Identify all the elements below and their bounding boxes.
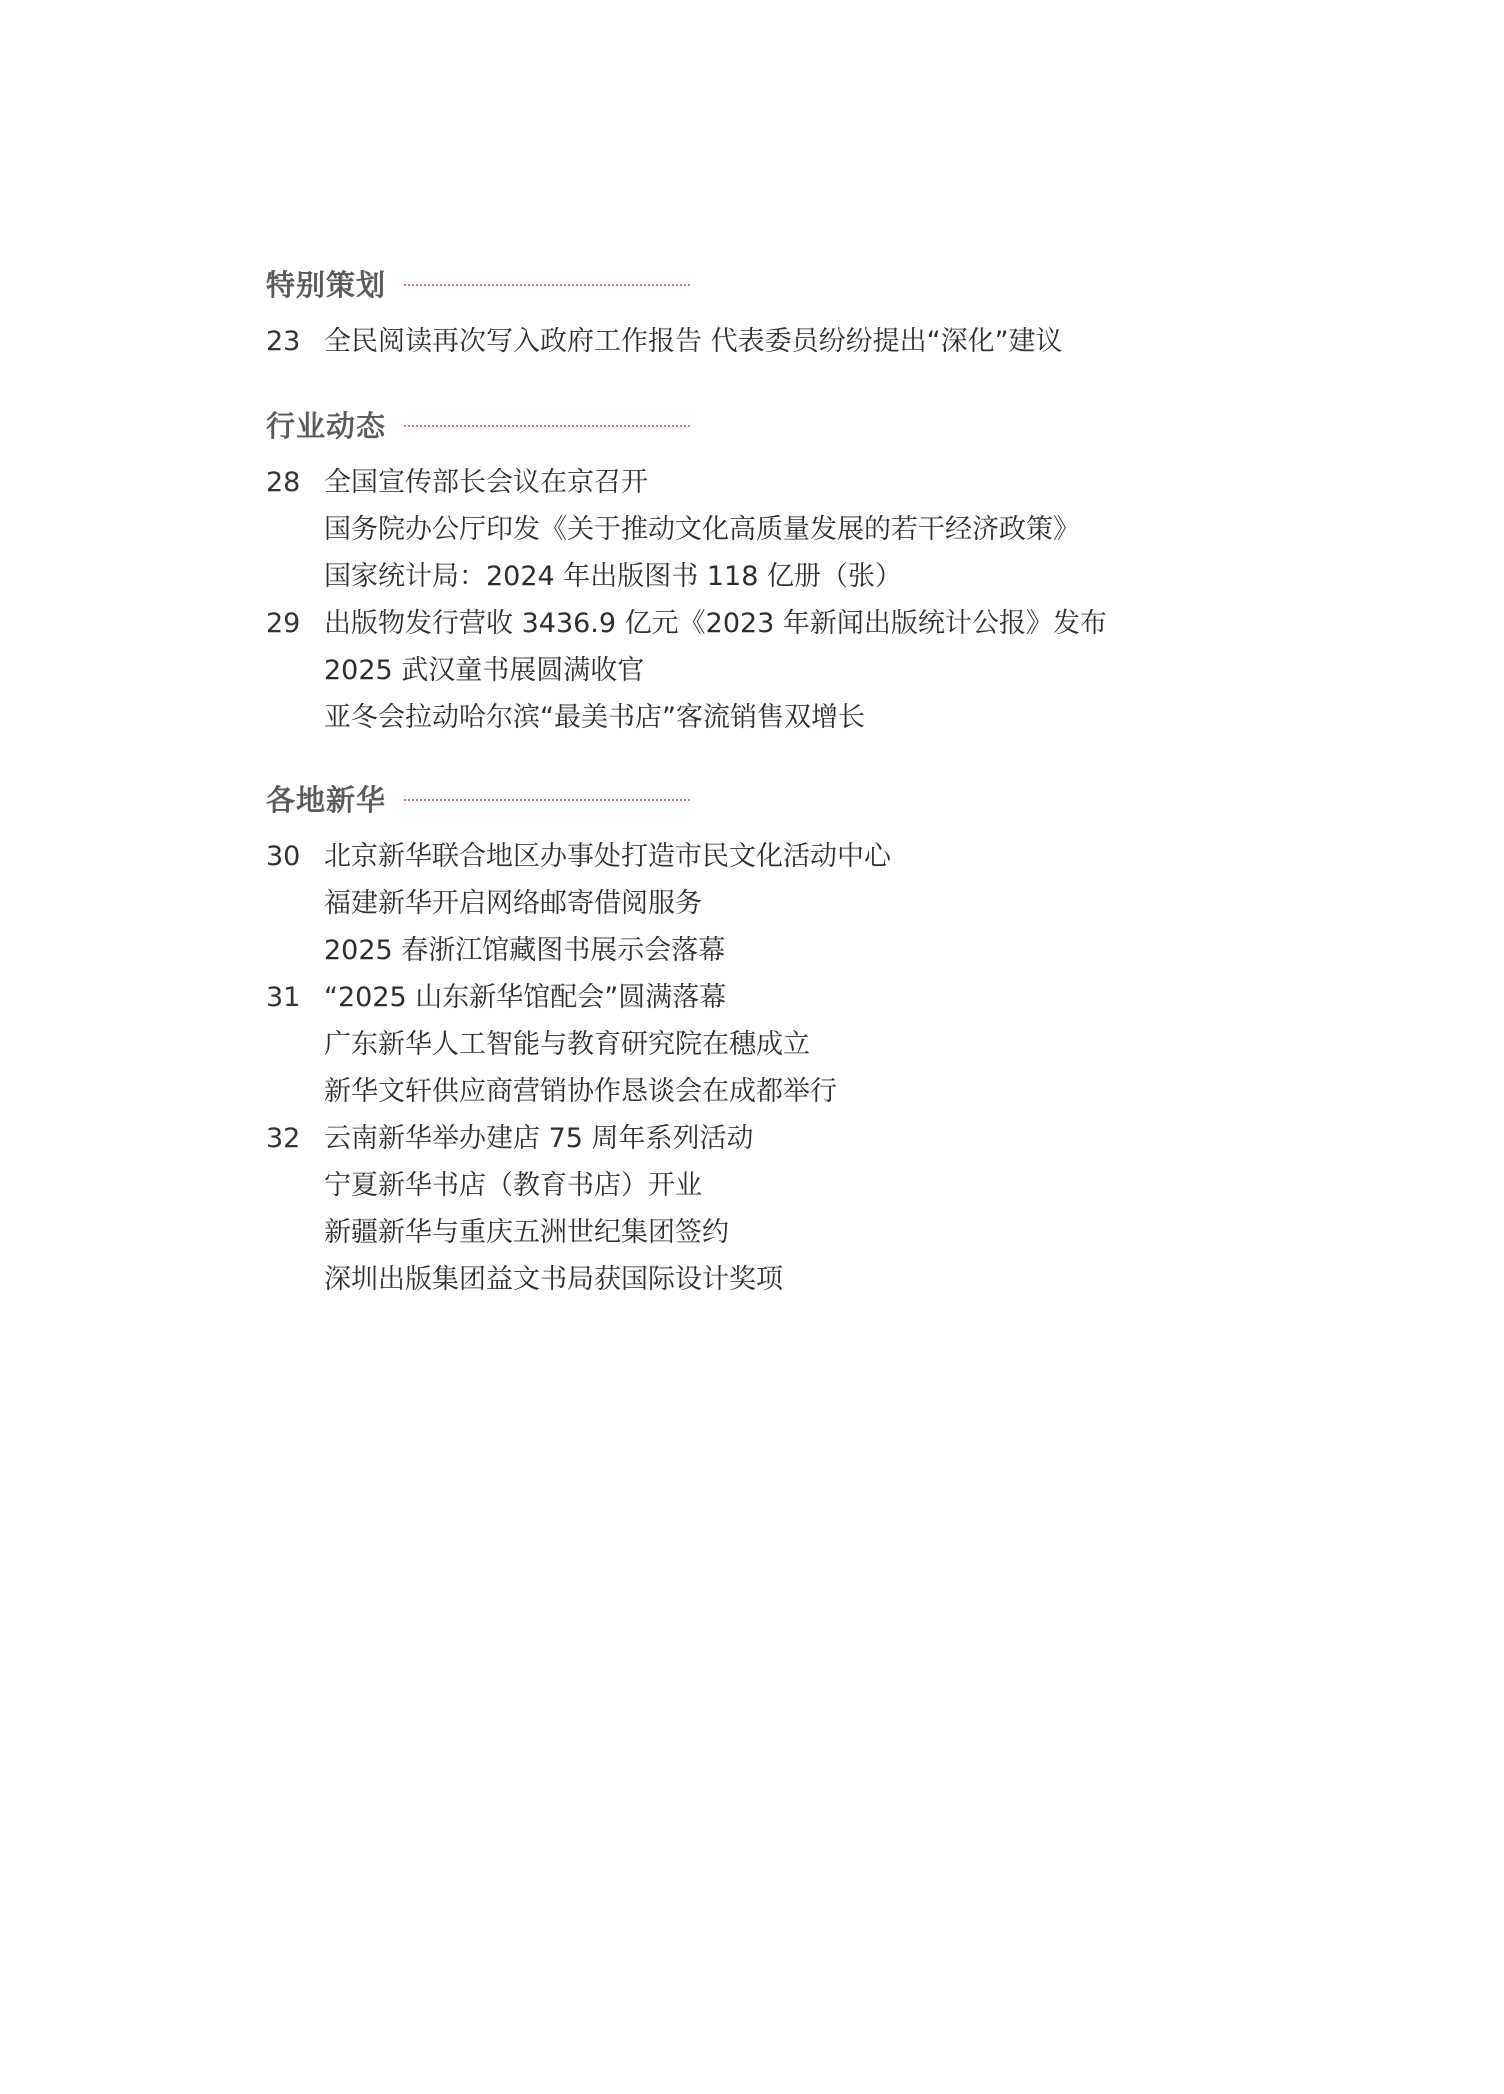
entry-title: 国家统计局：2024 年出版图书 118 亿册（张） bbox=[324, 561, 902, 592]
entry-title: 全国宣传部长会议在京召开 bbox=[324, 467, 648, 498]
toc-entry[interactable] bbox=[266, 833, 1266, 880]
dotted-rule bbox=[404, 284, 690, 286]
dotted-rule bbox=[404, 425, 690, 427]
toc-entry[interactable] bbox=[266, 1209, 1266, 1256]
entry-title: 广东新华人工智能与教育研究院在穗成立 bbox=[324, 1029, 810, 1060]
toc-entry[interactable] bbox=[266, 1068, 1266, 1115]
toc-section-industry-news bbox=[266, 399, 1266, 741]
section-entries bbox=[266, 318, 1266, 365]
toc-entry[interactable] bbox=[266, 318, 1266, 365]
toc-entry[interactable] bbox=[266, 553, 1266, 600]
section-entries bbox=[266, 833, 1266, 1303]
page-number: 29 bbox=[266, 608, 301, 639]
page-number: 30 bbox=[266, 841, 301, 872]
page-number: 32 bbox=[266, 1123, 301, 1154]
entry-title: 亚冬会拉动哈尔滨“最美书店”客流销售双增长 bbox=[324, 702, 865, 733]
entry-title: 出版物发行营收 3436.9 亿元《2023 年新闻出版统计公报》发布 bbox=[324, 608, 1107, 639]
page-number: 28 bbox=[266, 467, 301, 498]
section-header bbox=[266, 773, 1266, 823]
section-header bbox=[266, 399, 1266, 449]
toc-entry[interactable] bbox=[266, 1021, 1266, 1068]
entry-title: 云南新华举办建店 75 周年系列活动 bbox=[324, 1123, 754, 1154]
toc-entry[interactable] bbox=[266, 1256, 1266, 1303]
entry-title: 北京新华联合地区办事处打造市民文化活动中心 bbox=[324, 841, 891, 872]
entry-title: 2025 春浙江馆藏图书展示会落幕 bbox=[324, 935, 726, 966]
toc-entry[interactable] bbox=[266, 880, 1266, 927]
entry-title: 2025 武汉童书展圆满收官 bbox=[324, 655, 645, 686]
entry-title: 福建新华开启网络邮寄借阅服务 bbox=[324, 888, 702, 919]
section-header bbox=[266, 258, 1266, 308]
section-entries bbox=[266, 459, 1266, 741]
entry-title: 新华文轩供应商营销协作恳谈会在成都举行 bbox=[324, 1076, 837, 1107]
toc-section-local-xinhua bbox=[266, 773, 1266, 1303]
table-of-contents bbox=[266, 258, 1266, 1303]
toc-section-special-planning bbox=[266, 258, 1266, 365]
section-title: 各地新华 bbox=[266, 782, 387, 817]
page-number: 31 bbox=[266, 982, 301, 1013]
toc-entry[interactable] bbox=[266, 694, 1266, 741]
toc-entry[interactable] bbox=[266, 974, 1266, 1021]
section-title: 行业动态 bbox=[266, 408, 387, 443]
entry-title: 全民阅读再次写入政府工作报告 代表委员纷纷提出“深化”建议 bbox=[324, 326, 1063, 357]
toc-entry[interactable] bbox=[266, 459, 1266, 506]
entry-title: 新疆新华与重庆五洲世纪集团签约 bbox=[324, 1217, 729, 1248]
dotted-rule bbox=[404, 799, 690, 801]
entry-title: 深圳出版集团益文书局获国际设计奖项 bbox=[324, 1264, 783, 1295]
section-title: 特别策划 bbox=[266, 267, 387, 302]
toc-entry[interactable] bbox=[266, 647, 1266, 694]
toc-entry[interactable] bbox=[266, 1162, 1266, 1209]
entry-title: 宁夏新华书店（教育书店）开业 bbox=[324, 1170, 702, 1201]
page-number: 23 bbox=[266, 326, 301, 357]
entry-title: 国务院办公厅印发《关于推动文化高质量发展的若干经济政策》 bbox=[324, 514, 1080, 545]
toc-entry[interactable] bbox=[266, 506, 1266, 553]
toc-entry[interactable] bbox=[266, 1115, 1266, 1162]
toc-entry[interactable] bbox=[266, 600, 1266, 647]
toc-entry[interactable] bbox=[266, 927, 1266, 974]
entry-title: “2025 山东新华馆配会”圆满落幕 bbox=[324, 982, 727, 1013]
